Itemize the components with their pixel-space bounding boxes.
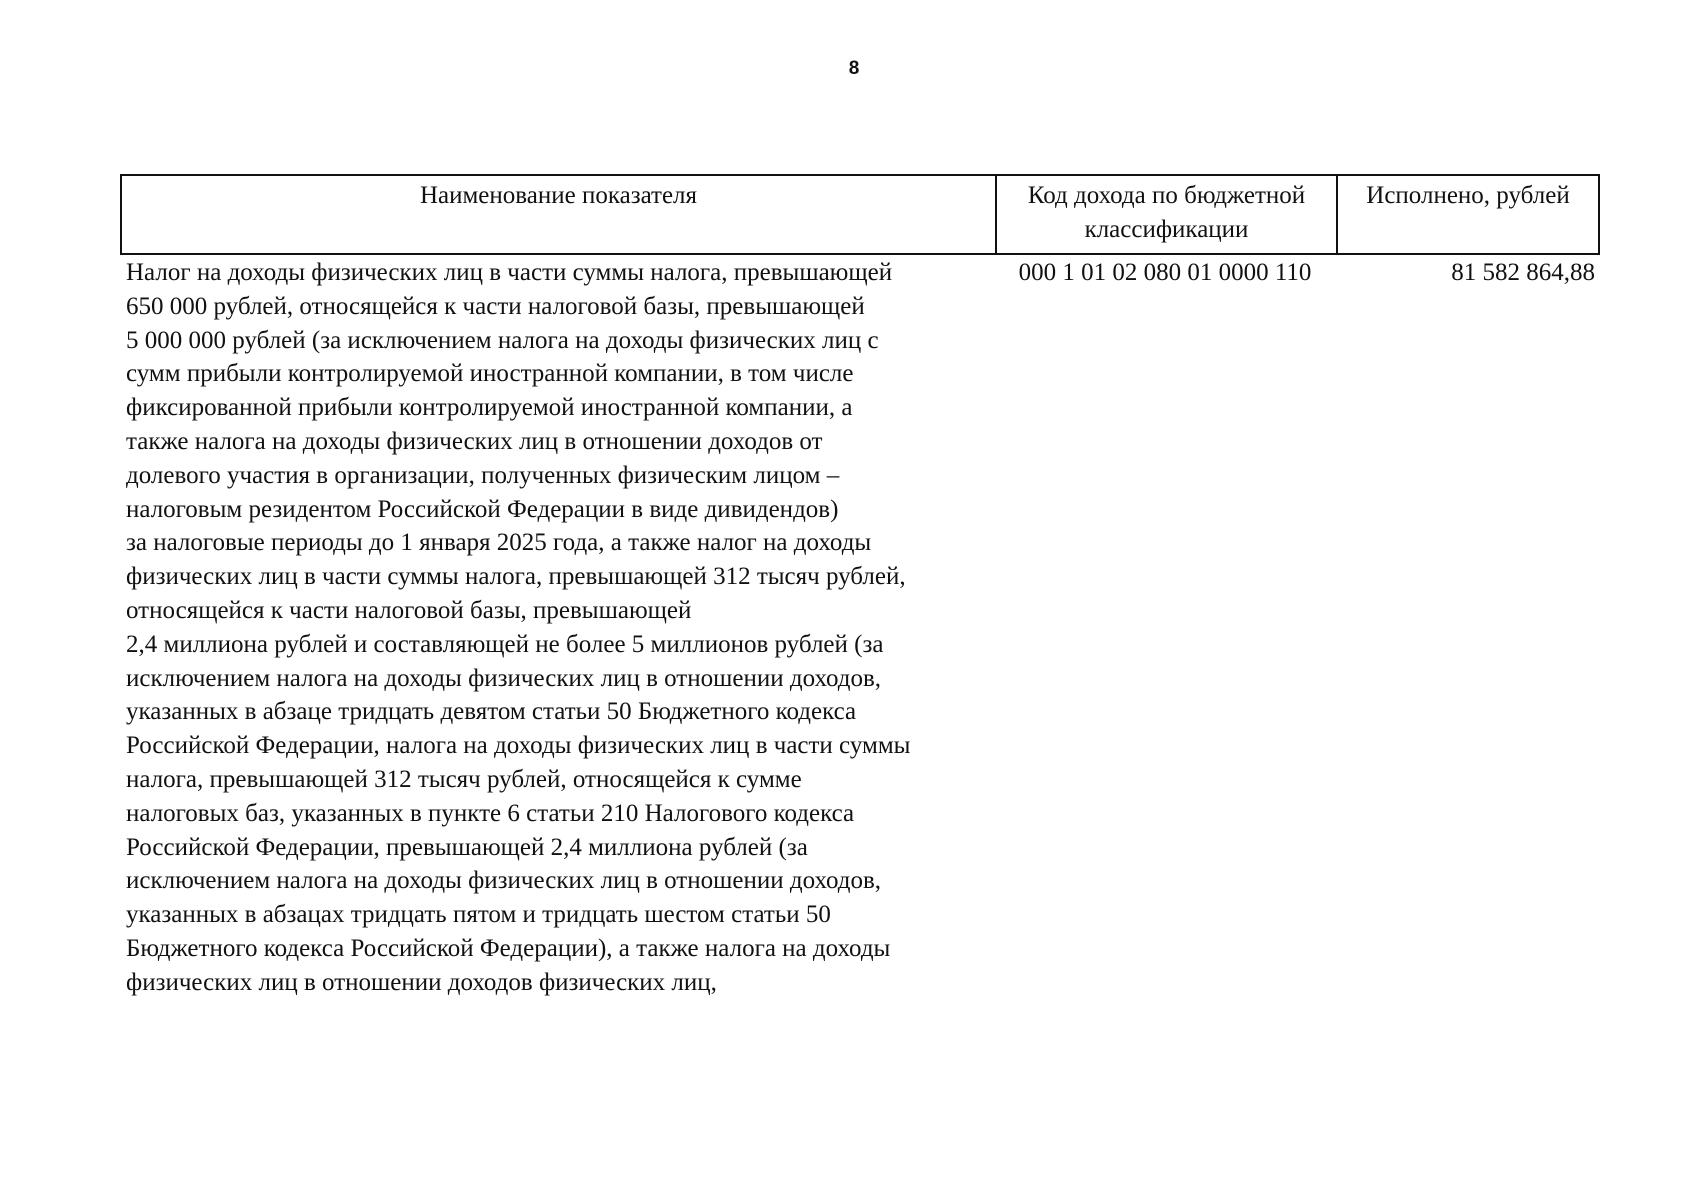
description-line: относящейся к части налоговой базы, превышающей xyxy=(126,596,692,624)
header-executed-rubles: Исполнено, рублей xyxy=(1366,182,1570,209)
description-line: за налоговые периоды до 1 января 2025 года, а также налог на доходы xyxy=(126,529,872,557)
description-line: Российской Федерации, налога на доходы физических лиц в части суммы xyxy=(126,732,911,760)
indicator-description xyxy=(126,256,1006,1000)
description-line: Российской Федерации, превышающей 2,4 миллиона рублей (за xyxy=(126,833,808,861)
header-indicator-name: Наименование показателя xyxy=(122,176,997,253)
description-line: сумм прибыли контролируемой иностранной компании, в том числе xyxy=(126,360,854,388)
description-line: 650 000 рублей, относящейся к части налоговой базы, превышающей xyxy=(126,292,865,320)
description-line: Бюджетного кодекса Российской Федерации), а также налога на доходы xyxy=(126,934,891,962)
description-line: исключением налога на доходы физических лиц в отношении доходов, xyxy=(126,867,882,895)
description-line: физических лиц в части суммы налога, превышающей 312 тысяч рублей, xyxy=(126,563,906,591)
description-line: указанных в абзацах тридцать пятом и тридцать шестом статьи 50 xyxy=(126,901,831,929)
description-line: Налог на доходы физических лиц в части суммы налога, превышающей xyxy=(126,259,893,286)
description-line: 2,4 миллиона рублей и составляющей не более 5 миллионов рублей (за xyxy=(126,630,884,658)
executed-amount-value: 81 582 864,88 xyxy=(1451,259,1595,286)
description-line: также налога на доходы физических лиц в отношении доходов от xyxy=(126,427,823,455)
page-number: 8 xyxy=(848,58,860,79)
description-line: фиксированной прибыли контролируемой иностранной компании, а xyxy=(126,394,853,422)
description-line: налога, превышающей 312 тысяч рублей, относящейся к сумме xyxy=(126,765,802,793)
table-header xyxy=(120,174,1600,255)
description-line: налоговым резидентом Российской Федерации в виде дивидендов) xyxy=(126,495,839,523)
description-line: физических лиц в отношении доходов физических лиц, xyxy=(126,968,717,996)
description-line: 5 000 000 рублей (за исключением налога на доходы физических лиц с xyxy=(126,326,879,354)
description-line: налоговых баз, указанных в пункте 6 статьи 210 Налогового кодекса xyxy=(126,799,855,827)
header-income-code: Код дохода по бюджетной классификации xyxy=(997,176,1338,253)
description-line: исключением налога на доходы физических лиц в отношении доходов, xyxy=(126,664,882,692)
income-code-value: 000 1 01 02 080 01 0000 110 xyxy=(1018,259,1312,286)
description-line: указанных в абзаце тридцать девятом статьи 50 Бюджетного кодекса xyxy=(126,698,857,726)
description-line: долевого участия в организации, полученных физическим лицом – xyxy=(126,461,840,489)
